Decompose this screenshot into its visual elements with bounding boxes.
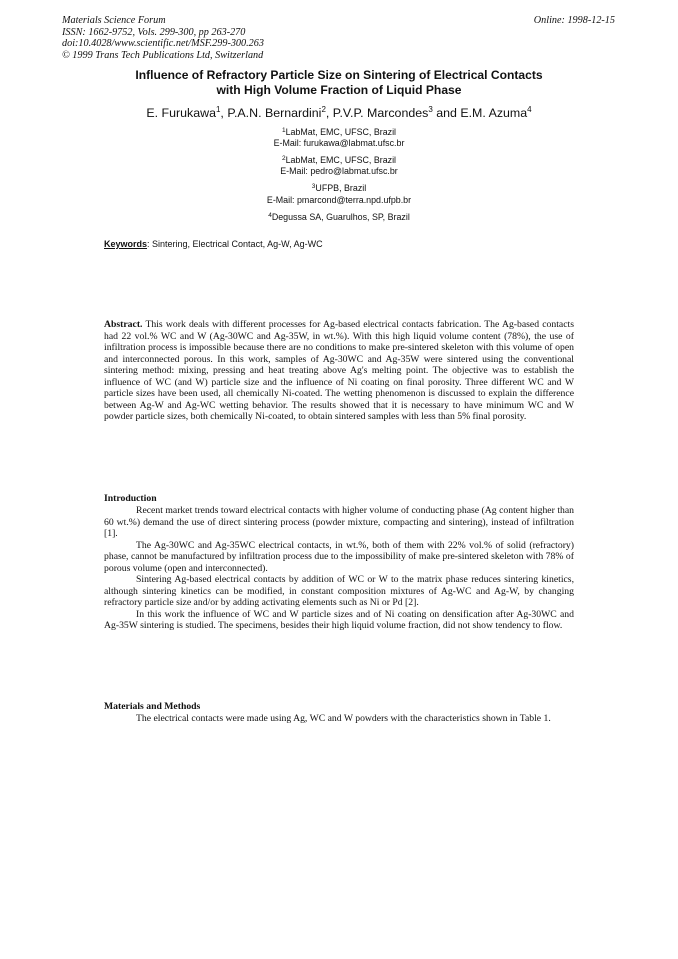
copyright-line: © 1999 Trans Tech Publications Ltd, Switzerland [62,49,264,61]
keywords-label: Keywords [104,239,148,249]
affil-mark: 1 [281,127,286,134]
keywords-text: : Sintering, Electrical Contact, Ag-W, Ag-WC [147,239,323,249]
author-affil-mark: 2 [321,105,326,114]
affil-email[interactable]: E-Mail: pmarcond@terra.npd.ufpb.br [266,194,412,205]
online-date: Online: 1998-12-15 [533,15,615,26]
affiliation-4 [62,212,616,223]
affil-email[interactable]: E-Mail: furukawa@labmat.ufsc.br [273,138,405,149]
introduction-body [104,505,574,632]
intro-paragraph: Sintering Ag-based electrical contacts by addition of WC or W to the matrix phase reduces sintering kinetics, although sintering kinetics can be modified, in constant composition mixtures of Ag-WC and Ag-W, by changing refractory particle size and/or by adding activating elements such as Ni or Pd [2]. [104,574,574,608]
intro-paragraph: The Ag-30WC and Ag-35WC electrical contacts, in wt.%, both of them with 22% vol.% of solid (refractory) phase, cannot be manufactured by infiltration process due to the impossibility of make pre-sintered skeleton with 78% of porous volume (open and interconnected). [104,539,574,574]
affil-mark: 4 [268,211,272,219]
materials-heading: Materials and Methods [104,701,201,712]
author-list: E. Furukawa$^1$, P.A.N. Bernardini$^2$, P.V.P. Marcondes$^3$ and E.M. Azuma$^4$ [146,105,532,120]
author-affil-mark: 4 [527,105,532,114]
affil-mark: 2 [281,155,286,163]
affiliation-1 [62,127,616,150]
issn-line: ISSN: 1662-9752, Vols. 299-300, pp 263-270 [62,26,246,38]
intro-paragraph: In this work the influence of WC and W particle sizes and of Ni coating on densification after Ag-30WC and Ag-35W sintering is studied. The specimens, besides their high liquid volume fraction, did not show tendency to flow. [104,608,574,631]
author-name: P.A.N. Bernardini [227,106,322,120]
materials-paragraph: The electrical contacts were made using Ag, WC and W powders with the characteristics shown in Table 1. [136,713,551,724]
intro-paragraph: Recent market trends toward electrical contacts with higher volume of conducting phase (Ag content higher than 60 wt.%) demand the use of direct sintering process (powder mixture, compacting and sintering), instead of infiltration [1]. [104,505,574,539]
author-affil-mark: 1 [215,105,221,114]
affil-org: Degussa SA, Guarulhos, SP, Brazil [271,211,410,222]
materials-body [104,713,574,725]
doi-line[interactable]: doi:10.4028/www.scientific.net/MSF.299-300.263 [62,38,264,50]
author-name: E.M. Azuma [460,106,528,120]
affiliations [62,127,616,228]
abstract [104,319,574,423]
affiliation-3 [62,183,616,206]
journal-name: Materials Science Forum [62,15,166,26]
keywords-line [104,239,323,249]
publication-info [62,15,264,61]
affil-org: LabMat, EMC, UFSC, Brazil [285,155,397,166]
title-line-2: with High Volume Fraction of Liquid Phase [216,83,462,97]
author-name: E. Furukawa [146,106,216,120]
title-line-1: Influence of Refractory Particle Size on Sintering of Electrical Contacts [135,68,543,82]
affil-email[interactable]: E-Mail: pedro@labmat.ufsc.br [280,166,398,177]
introduction-heading: Introduction [104,493,157,504]
affil-org: LabMat, EMC, UFSC, Brazil [285,127,397,137]
author-affil-mark: 3 [428,105,433,114]
affil-org: UFPB, Brazil [315,183,367,194]
paper-title [95,68,583,98]
affiliation-2 [62,155,616,178]
abstract-text: This work deals with different processes for Ag-based electrical contacts fabrication. The Ag-based contacts had 22 vol.% WC and W (Ag-30WC and Ag-35W, in wt.%). With this high liquid volume content (78%), the use of infiltration process is impossible because there are no conditions to make pre-sintered skeleton with this volume of open and interconnected porous. In this work, samples of Ag-30WC and Ag-35W were sintered using the conventional sintering method: mixing, pressing and heat treating above Ag's melting point. The objective was to establish the influence of WC (and W) particle size and the influence of Ni coating on final porosity. Three different WC and W particle sizes have been used, all chemically Ni-coated. The wetting phenomenon is discussed to explain the difference between Ag-W and Ag-WC wetting behavior. The results showed that it is necessary to have minimum WC and W powder particle sizes, both chemically Ni-coated, to obtain sintered samples with less than 5% final porosity. [104,319,574,422]
author-name: P.V.P. Marcondes [332,106,429,120]
affil-mark: 3 [311,183,316,191]
abstract-label: Abstract. [104,319,143,330]
